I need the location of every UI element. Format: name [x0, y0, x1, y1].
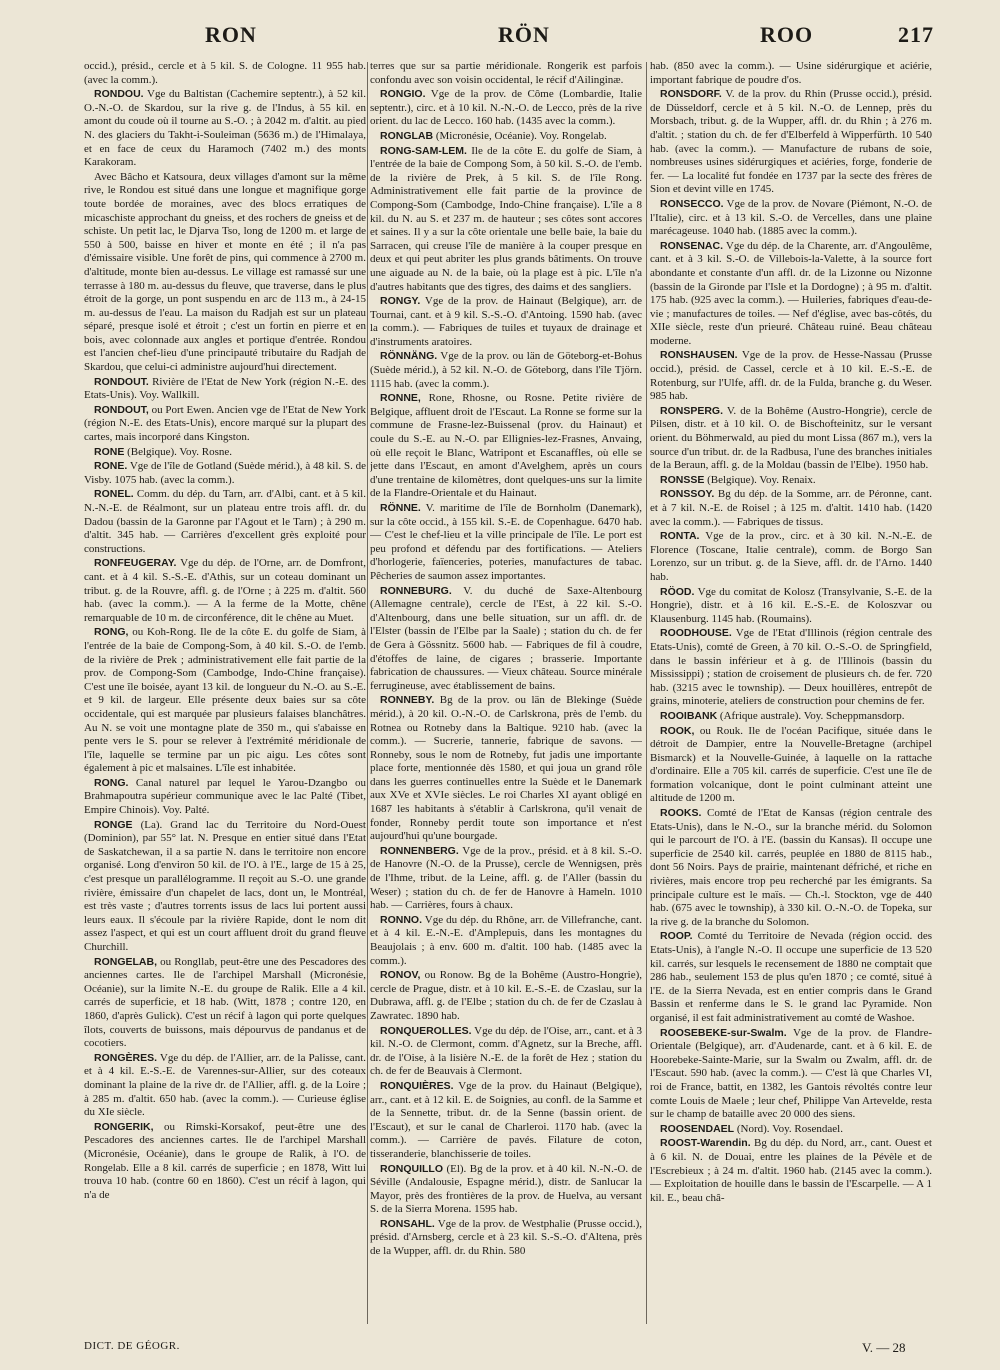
dictionary-entry — [650, 60, 932, 87]
entry-headword: RONNENBERG. — [380, 844, 459, 857]
entry-text: Bg de la prov. ou län de Blekinge (Suède mérid.), à 20 kil. O.-N.-O. de Carlskrona, près de l'emb. du Rotnea ou Rotneby dans la Baltique. 9210 hab. (avec la comm.). — Sucrerie, tannerie, fabrique de savons. — Ronneby, sous le nom de Rotneby, fut jadis une importante place forte, mentionnée dès 1580, et qui joua un grand rôle dans les guerres continuelles entre la Suède et le Danemark aux XVe et XVIe siècles. Le roi Charles XI ayant obligé en 1687 les habitants à s'établir à Carlskrona, qu'il venait de fonder, Ronneby perdit toute son importance et n'est aujourd'hui qu'une bourgade. — [370, 694, 642, 843]
entry-text: (Nord). Voy. Rosendael. — [734, 1122, 843, 1135]
entry-text: Vge de l'île de Gotland (Suède mérid.), à 48 kil. S. de Visby. 1075 hab. (avec la comm.). — [84, 460, 366, 486]
dictionary-entry — [370, 969, 642, 1023]
entry-headword: RONSAHL. — [380, 1217, 435, 1230]
entry-headword: ROOK, — [660, 724, 695, 737]
dictionary-entry — [650, 807, 932, 929]
entry-text: Bg du dép. de la Somme, arr. de Péronne, cant. et à 7 kil. N.-E. de Roisel ; à 125 m. d'altit. 1410 hab. (1420 avec la comm.). — Fabriques de tissus. — [650, 488, 932, 528]
running-header — [0, 22, 1000, 58]
entry-text: ou Ronow. Bg de la Bohême (Austro-Hongrie), cercle de Prague, distr. et à 10 kil. E.-S.-E. de Czaslau, sur la Dubrawa, affl. g. de l'Elbe ; station du ch. de fer de Czaslau à Zawratec. 1890 hab. — [370, 969, 642, 1022]
entry-headword: RONG, — [94, 626, 129, 639]
entry-text: V. de la prov. du Rhin (Prusse occid.), présid. de Düsseldorf, cercle et à 5 kil. N.-O. de Lennep, près du Morsbach, tribut. g. de la Wupper, affl. dr. du Rhin ; à 276 m. d'altit. ; station du ch. de fer d'Elberfeld à Wipperfürth. 10 540 hab. (avec la comm.). — Manufacture de rubans de soie, nombreuses usines sidérurgiques et aciéries, forge, fonderie de fer. — La localité fut fondée en 1737 par la secte des frères de Sion et devint ville en 1745. — [650, 88, 932, 196]
column-divider — [367, 62, 368, 1324]
entry-headword: ROOKS. — [660, 807, 702, 820]
entry-text: occid.), présid., cercle et à 5 kil. S. de Cologne. 11 955 hab. (avec la comm.). — [84, 60, 366, 86]
dictionary-entry — [650, 627, 932, 709]
entry-headword: RONDOUT, — [94, 403, 149, 416]
entry-text: Vge de la prov. de Côme (Lombardie, Italie septentr.), circ. et à 10 kil. N.-N.-O. de Lecco, près de la rive orient. du lac de Lecco. 160 hab. (1435 avec la comm.). — [370, 88, 642, 128]
entry-headword: ROOST-Warendin. — [660, 1137, 751, 1150]
entry-headword: RONOV, — [380, 969, 421, 982]
text-column-2 — [370, 60, 642, 1328]
entry-headword: RONGE — [94, 818, 133, 831]
entry-text: (Afrique australe). Voy. Scheppmansdorp. — [717, 709, 905, 722]
dictionary-entry — [650, 405, 932, 473]
entry-headword: RONSPERG. — [660, 404, 724, 417]
entry-text: (El). Bg de la prov. et à 40 kil. N.-N.-O. de Séville (Andalousie, Espagne mérid.), distr. de Sanlucar la Mayor, près des frontières de la prov. de Huelva, au versant S. de la Sierra Morena. 1595 hab. — [370, 1162, 642, 1216]
header-left-guideword: RON — [205, 22, 257, 47]
entry-headword: RONNEBURG. — [380, 584, 452, 597]
dictionary-entry — [650, 198, 932, 239]
entry-headword: RONSSE — [660, 473, 705, 486]
dictionary-entry — [370, 1163, 642, 1217]
entry-text: Vge de la prov., présid. et à 8 kil. S.-O. de Hanovre (N.-O. de la Prusse), cercle de Wennigsen, près de l'Ihme, tribut. de la Leine, affl. g. de l'Aller (bassin du Weser) ; station du ch. de fer de Hanovre à Hameln. 1010 hab. — Carrières, fours à chaux. — [370, 844, 642, 912]
entry-headword: RONQUILLO — [380, 1162, 443, 1175]
entry-headword: RONDOU. — [94, 88, 144, 101]
text-column-1 — [84, 60, 366, 1328]
entry-headword: RONNEBY. — [380, 694, 435, 707]
dictionary-entry — [84, 626, 366, 776]
entry-text: Canal naturel par lequel le Yarou-Dzangbo ou Brahmapoutra supérieur communique avec le lac Palté (Tibet, Empire Chinois). Voy. Palté. — [84, 776, 366, 817]
entry-headword: RONNO. — [380, 913, 422, 926]
entry-text: Avec Bâcho et Katsoura, deux villages d'amont sur la même rive, le Rondou est situé dans une longue et magnifique gorge toute bordée de moraines, avec des blocs erratiques de micaschiste approchant du gneiss, et des rochers de gneiss et de schiste. Un petit lac, le Djarva Tso, long de 1200 m. et large de 550 à 500, baisse en hiver et monte en été ; il n'a pas d'émissaire visible. Une forêt de pins, qui commence à 2700 m. d'altitude, monte bien au-dessus. Le village est ramassé sur une terrasse à 180 m. au-dessus du fleuve, que traverse, dans le plus étroit de la gorge, un pont suspendu en arc de 113 m., à 24-15 m. au-dessus de l'eau. La maison du Radjah est sur un plateau séparé, presque isolé et étroit ; c'est un fortin en pierre et en bois, avec colonnade aux angles et portique d'entrée. Rondou est l'ancien chef-lieu d'une principauté tributaire du Radjah de Skardou, que celui-ci administre aujourd'hui directement. — [84, 170, 366, 374]
entry-text: V. du duché de Saxe-Altenbourg (Allemagne centrale), cercle de l'Est, à 22 kil. S.-O. d'Altenbourg, dans une belle situation, sur un affl. dr. de l'Elster (bassin de l'Elbe par la Saale) ; station du ch. de fer de Gera à Gössnitz. 5600 hab. — Fabriques de fil à coudre, d'étoffes de laine, de cigares ; brasserie. Importante fabrication de chaussures. — Vieux château. Source minérale ferrugineuse, avec établissement de bains. — [370, 584, 642, 692]
footer-left: DICT. DE GÉOGR. — [84, 1340, 180, 1352]
entry-headword: RONSDORF. — [660, 88, 722, 101]
entry-headword: RÖNNÄNG. — [380, 350, 438, 363]
entry-headword: RONGERIK, — [94, 1120, 154, 1133]
entry-headword: RONG-SAM-LEM. — [380, 144, 467, 157]
dictionary-entry — [650, 1137, 932, 1205]
footer-signature: V. — 28 — [862, 1340, 906, 1355]
entry-headword: RONNE, — [380, 392, 421, 405]
entry-text: ou Rimski-Korsakof, peut-être une des Pescadores des anciennes cartes. Ile de l'archipel Marshall (Micronésie, Océanie), dans le groupe de Ralik, à l'O. de Rongelab. Elle a 8 kil. carrés de superficie ; en 1878, Witt lui trouva 10 hab. (contre 60 en 1860). C'est un récif à lagon, qui n'a de — [84, 1120, 366, 1201]
entry-headword: RONSHAUSEN. — [660, 349, 738, 362]
entry-headword: RÖNNE. — [380, 502, 421, 514]
dictionary-entry — [650, 1123, 932, 1137]
dictionary-entry — [370, 145, 642, 295]
entry-text: Comm. du dép. du Tarn, arr. d'Albi, cant. et à 5 kil. N.-N.-E. de Réalmont, sur un plateau entre trois affl. dr. du Dadou (bassin de la Garonne par l'Agout et le Tarn) ; à 290 m. d'altit. 345 hab. — Carrières d'excellent grès exploité pour constructions. — [84, 488, 366, 555]
entry-text: Rone, Rhosne, ou Rosne. Petite rivière de Belgique, affluent droit de l'Escaut. La Ronne se forme sur la commune de Frasne-lez-Buissenal (prov. du Hainaut) et coule du S.-E. au N.-O. par Ellignies-lez-Frasnes, Anvaing, où elle reçoit le Blanc, Watripont et Escanaffles, où elle se jette dans l'Escaut, en amont d'Avelghem, après un cours d'une trentaine de kilomètres, dont quelques-uns sur la limite de la Flandre-Orientale et du Hainaut. — [370, 392, 642, 500]
dictionary-entry — [84, 557, 366, 625]
dictionary-entry — [650, 488, 932, 529]
dictionary-entry — [84, 1121, 366, 1203]
entry-text: Comté de l'Etat de Kansas (région centrale des Etats-Unis), dans le N.-O., sur la branche mérid. du Solomon qui le parcourt de l'O. à l'E. (bassin du Kansas). Il occupe une superficie de 2540 kil. carrés, peuplée en 1880 de 8115 hab., dont 56 Noirs. Pays de prairie, maintenant défriché, et riche en rivières, mais encore trop peu recherché par les émigrants. Sa principale culture est le maïs. — Ch.-l. Stockton, vge de 440 hab. (675 avec le township), à 330 kil. O.-N.-O. de Topeka, sur la rive g. de la branche du Solomon. — [650, 807, 932, 928]
entry-text: Vge du comitat de Kolosz (Transylvanie, S.-E. de la Hongrie), distr. et à 16 kil. E.-S.-E. de Koloszvar ou Klausenburg. 1145 hab. (Roumains). — [650, 585, 932, 625]
column-divider — [646, 62, 647, 1324]
dictionary-entry — [650, 586, 932, 627]
dictionary-entry — [650, 474, 932, 488]
entry-text: Vge du Baltistan (Cachemire septentr.), à 52 kil. O.-N.-O. de Skardou, sur la rive g. de l'Indus, à 55 kil. en amont du coude où il tourne au S.-O. ; à 2042 m. d'altit. au pied N. des glaciers du Takht-i-Souleiman (5636 m.) de l'Himalaya, et en face de ceux du Haramoch (7402 m.) des monts Karakoram. — [84, 88, 366, 169]
entry-headword: ROOP. — [660, 930, 693, 943]
entry-text: Vge de la prov. de Westphalie (Prusse occid.), présid. d'Arnsberg, cercle et à 23 kil. S.-S.-O. d'Altena, près de la Wupper, affl. dr. du Rhin. 580 — [370, 1217, 642, 1258]
entry-text: Vge de la prov., circ. et à 30 kil. N.-N.-E. de Florence (Toscane, Italie centrale), comm. de Borgo San Lorenzo, sur un tribut. g. de la Sieve, affl. dr. de l'Arno. 1440 hab. — [650, 530, 932, 583]
entry-headword: RONDOUT. — [94, 375, 149, 388]
dictionary-entry — [84, 460, 366, 487]
entry-headword: RONG. — [94, 776, 129, 789]
entry-text: Rivière de l'Etat de New York (région N.-E. des Etats-Unis). Voy. Wallkill. — [84, 375, 366, 402]
entry-text: Vge de la prov. de Hesse-Nassau (Prusse occid.), présid. de Cassel, cercle et à 10 kil. E.-S.-E. de Rotenburg, sur l'Ulfe, affl. dr. de la Fulda, branche g. du Weser. 985 hab. — [650, 349, 932, 403]
entry-headword: RONQUIÈRES. — [380, 1079, 454, 1092]
entry-headword: ROOIBANK — [660, 709, 718, 722]
dictionary-entry — [370, 295, 642, 349]
entry-text: V. maritime de l'île de Bornholm (Danemark), sur la côte occid., à 155 kil. S.-E. de Copenhague. 6470 hab. — C'est le chef-lieu et la ville principale de l'île. Le port est peu profond et défendu par des fortifications. — Ateliers d'horlogerie, faïenceries, poteries, manufactures de tabac. Pêcheries de saumon assez importantes. — [370, 502, 642, 582]
dictionary-entry — [650, 88, 932, 197]
dictionary-entry — [650, 725, 932, 807]
entry-text: Vge du dép. de la Charente, arr. d'Angoulême, cant. et à 3 kil. S.-O. de Villebois-la-Valette, à la source fort abondante et constante d'un affl. dr. de la Lizonne ou Nizonne (bassin de la Gironde par l'Isle et la Dordogne) ; à 95 m. d'altit. 175 hab. (925 avec la comm.). — Huileries, fabriques d'eau-de-vie ; manufactures de toiles. — Nef d'église, avec bas-côtés, du XIIe siècle, reste d'un prieuré. Château ruiné. Beau château moderne. — [650, 239, 932, 347]
entry-headword: RONSECCO. — [660, 197, 724, 210]
entry-headword: RONGLAB — [380, 129, 434, 142]
header-right-guideword: ROO — [760, 22, 814, 47]
entry-text: (Belgique). Voy. Rosne. — [124, 445, 232, 458]
dictionary-entry — [370, 88, 642, 129]
dictionary-entry — [650, 930, 932, 1025]
entry-headword: RONGY. — [380, 295, 421, 308]
dictionary-entry — [370, 60, 642, 87]
entry-text: Vge de la prov. de Novare (Piémont, N.-O. de l'Italie), circ. et à 13 kil. S.-O. de Vercelles, dans une plaine marécageuse. 1040 hab. (1885 avec la comm.). — [650, 197, 932, 238]
entry-text: ou Rongllab, peut-être une des Pescadores des anciennes cartes. Ile de l'archipel Marshall (Micronésie, Océanie), sur la limite N.-E. du groupe de Ralik. Elle a 4 kil. carrés de superficie, et 18 hab. (Witt, 1878 ; contre 120, en 1860, d'après Gulick). C'est un récif à lagon qui porte quelques îlots, couverts de buissons, mais dépourvus de pandanus et de cocotiers. — [84, 955, 366, 1050]
entry-headword: RONQUEROLLES. — [380, 1024, 472, 1037]
entry-text: Vge du dép. de l'Oise, arr., cant. et à 3 kil. N.-O. de Clermont, comm. d'Agnetz, sur la Breche, affl. dr. de l'Oise, à la lisière N.-E. de la forêt de Hez ; station du ch. de fer de Beauvais à Clermont. — [370, 1024, 642, 1078]
entry-text: Vge du dép. du Rhône, arr. de Villefranche, cant. et à 4 kil. E.-N.-E. d'Amplepuis, dans les montagnes du Beaujolais ; à env. 600 m. d'altit. 100 hab. (1485 avec la comm.). — [370, 913, 642, 967]
entry-text: (Micronésie, Océanie). Voy. Rongelab. — [433, 129, 607, 142]
dictionary-entry — [370, 130, 642, 144]
entry-text: hab. (850 avec la comm.). — Usine sidérurgique et aciérie, important fabrique de poudre d'os. — [650, 60, 932, 86]
dictionary-entry — [370, 914, 642, 968]
page-number: 217 — [898, 22, 934, 47]
entry-text: Vge du dép. de l'Orne, arr. de Domfront, cant. et à 4 kil. S.-S.-E. d'Athis, sur un coteau dominant un tribut. g. de la Rouvre, affl. g. de l'Orne ; à 225 m. d'altit. 560 hab. (avec la comm.). — A la ferme de la Motte, chêne remarquable de 10 m. de circonférence, dit le chêne au Muet. — [84, 557, 366, 624]
entry-text: (Belgique). Voy. Renaix. — [704, 473, 816, 486]
header-middle-guideword: RÖN — [498, 22, 550, 47]
dictionary-entry — [84, 404, 366, 445]
dictionary-entry — [84, 488, 366, 556]
entry-headword: ROOSEBEKE-sur-Swalm. — [660, 1026, 787, 1039]
entry-headword: RONTA. — [660, 530, 700, 543]
entry-headword: ROOSENDAEL — [660, 1122, 735, 1135]
dictionary-entry — [370, 392, 642, 501]
entry-headword: ROODHOUSE. — [660, 627, 732, 640]
dictionary-entry — [84, 446, 366, 460]
entry-text: Comté du Territoire de Nevada (région occid. des Etats-Unis), à l'angle N.-O. Il occupe une superficie de 13 520 kil. carrés, sur lesquels le recensement de 1880 ne comptait que 286 hab., seulement 153 de plus qu'en 1870 ; ce comté, situé à l'E. de la Sierra Nevada, est en entier compris dans le Grand Bassin et renferme dans le S. le grand lac Pyramide. Non organisé, il est fait administrativement au comté de Washoe. — [650, 930, 932, 1024]
entry-text: Vge de l'Etat d'Illinois (région centrale des Etats-Unis), comté de Green, à 70 kil. O.-S.-O. de Springfield, dans le bassin inférieur et à g. de l'Illinois (bassin du Mississippi) ; station de croisement de plusieurs ch. de fer. 720 hab. (3215 avec le township). — Deux houillères, entrepôt de grains, minoterie, ateliers de construction pour chemins de fer. — [650, 627, 932, 708]
entry-text: ou Koh-Rong. Ile de la côte E. du golfe de Siam, à l'entrée de la baie de Compong-Som, à 40 kil. S.-O. de l'emb. de la rivière de Prek ; administrativement elle fait partie de la prov. de Compong-Som (Cambodge, Indo-Chine française). C'est une île boisée, ayant 13 kil. de longueur du N.-O. au S.-E. et 9 kil. de largeur. Elle présente deux baies sur sa côte occidentale, qui est marquée par plusieurs falaises blanchâtres. Au N. se voit une montagne plate de 350 m., qui s'abaisse en pente vers le S. pour se relever à l'extrémité méridionale de l'île, laquelle se termine par un pic aigu. Les côtes sont également à pic et malsaines. L'île est inhabitée. — [84, 626, 366, 775]
entry-text: Vge du dép. de l'Allier, arr. de la Palisse, cant. et à 4 kil. E.-S.-E. de Varennes-sur-Allier, sur des coteaux dominant la plaine de la rive dr. de l'Allier, affl. g. de la Loire ; à 285 m. d'altit. 650 hab. (avec la comm.). — Curieuse église du XIe siècle. — [84, 1051, 366, 1119]
dictionary-entry — [370, 350, 642, 391]
dictionary-entry — [650, 530, 932, 584]
dictionary-entry — [84, 777, 366, 818]
entry-text: Vge de la prov. ou län de Göteborg-et-Bohus (Suède mérid.), à 52 kil. N.-O. de Göteborg, dans l'île Tjörn. 1115 hab. (avec la comm.). — [370, 350, 642, 390]
entry-text: V. de la Bohême (Austro-Hongrie), cercle de Pilsen, distr. et à 10 kil. O. de Bischofteinitz, sur le versant orient. du Böhmerwald, au pied du mont Lissa (867 m.), vers la source d'un tribut. dr. de la Radbusa, l'une des branches initiales de la Beraun, affl. g. de la Moldau (bassin de l'Elbe). 1950 hab. — [650, 404, 932, 472]
entry-text: Ile de la côte E. du golfe de Siam, à l'entrée de la baie de Compong Som, à 50 kil. S.-O. de l'emb. de la rivière de Prek, à 5 kil. S. de l'île Rong. Administrativement elle fait partie de la province de Compong-Som (Cambodge, Indo-Chine française). L'île a 8 kil. du N. au S. et 237 m. de hauteur ; ses côtes sont accores et saines. Il y a sur la côte orientale une belle baie, la baie du Sarracen, qui creuse l'île de manière à la couper presque en deux et qui peut abriter les plus grands bâtiments. On trouve une aiguade au N. de la baie, où la plage est à pic. L'île n'a d'autres habitants que des tigres, des daims et des sangliers. — [370, 144, 642, 293]
dictionary-entry — [84, 60, 366, 87]
entry-headword: RONSENAC. — [660, 239, 724, 252]
entry-text: Vge de la prov. de Hainaut (Belgique), arr. de Tournai, cant. et à 9 kil. S.-S.-O. d'Antoing. 1590 hab. (avec la comm.). — Fabriques de tuiles et tuyaux de drainage et d'instruments aratoires. — [370, 295, 642, 348]
dictionary-entry — [370, 1025, 642, 1079]
entry-text: Vge de la prov. de Flandre-Orientale (Belgique), arr. d'Audenarde, cant. et à 6 kil. E. de Hoorebeke-Sainte-Marie, sur la Swalm ou Zwalm, affl. dr. de l'Escaut. 590 hab. (avec la comm.). — C'est là que Charles VI, roi de France, battit, en 1382, les Gantois révoltés contre leur comte Louis de Maele ; leur chef, Philippe Van Artevelde, resta sur le champ de bataille avec 20 000 des siens. — [650, 1026, 932, 1121]
entry-headword: RONGIO. — [380, 88, 426, 101]
text-column-3 — [650, 60, 932, 1328]
entry-text: (La). Grand lac du Territoire du Nord-Ouest (Dominion), par 55° lat. N. Presque en entier situé dans l'Etat de Saskatchewan, il a sa partie N. dans le territoire non encore organisé. Long d'environ 50 kil. de l'O. à l'E., large de 15 à 25, c'est presque un parallélogramme. Il reçoit au S.-O. une grande rivière, émissaire d'un chapelet de lacs, dont un, le Montréal, est très vaste ; d'autres torrents issus de lacs lui portent aussi leurs eaux. Il s'écoule par la rivière Rapide, dont le nom dit assez l'aspect, et qui est un court affluent droit du grand fleuve Churchill. — [84, 818, 366, 953]
entry-headword: RONGÈRES. — [94, 1051, 158, 1064]
dictionary-entry — [84, 956, 366, 1051]
dictionary-entry — [370, 1080, 642, 1162]
entry-headword: RONSSOY. — [660, 488, 715, 501]
entry-text: ou Port Ewen. Ancien vge de l'Etat de New York (région N.-E. des Etats-Unis), encore marqué sur la plupart des cartes, mais incorporé dans Kingston. — [84, 403, 366, 444]
dictionary-entry — [370, 585, 642, 694]
entry-text: terres que sur sa partie méridionale. Rongerik est parfois confondu avec son voisin occidental, le récif d'Ailinginæ. — [370, 60, 642, 86]
entry-text: Bg du dép. du Nord, arr., cant. Ouest et à 6 kil. N. de Douai, entre les plaines de la Pévèle et de l'Escrebieux ; à 24 m. d'altit. 1960 hab. (2145 avec la comm.). — Exploitation de houille dans le bassin de l'Escarpelle. — A 1 kil. E., beau châ- — [650, 1137, 932, 1204]
entry-text: Vge de la prov. du Hainaut (Belgique), arr., cant. et à 12 kil. E. de Soignies, au confl. de la Samme et de la Sennette, tribut. dr. de la Senne (bassin orient. de l'Escaut), et sur le canal de Charleroi. 1170 hab. (avec la comm.). — Carrière de pavés. Filature de coton, tisseranderie, blanchisserie de toiles. — [370, 1079, 642, 1160]
dictionary-entry — [370, 502, 642, 584]
dictionary-entry — [650, 349, 932, 403]
entry-headword: RONE — [94, 445, 125, 458]
entry-headword: RONFEUGERAY. — [94, 557, 177, 570]
dictionary-entry — [370, 1218, 642, 1259]
entry-headword: RONGELAB, — [94, 955, 157, 968]
entry-headword: RONEL. — [94, 488, 134, 501]
dictionary-entry — [84, 88, 366, 170]
dictionary-entry — [84, 171, 366, 375]
dictionary-entry — [650, 710, 932, 724]
entry-headword: RONE. — [94, 460, 128, 473]
entry-headword: RÖOD. — [660, 585, 695, 598]
dictionary-entry — [84, 376, 366, 403]
dictionary-entry — [84, 819, 366, 955]
dictionary-entry — [370, 845, 642, 913]
dictionary-entry — [84, 1052, 366, 1120]
dictionary-entry — [650, 240, 932, 349]
dictionary-entry — [370, 694, 642, 844]
entry-text: ou Rouk. Ile de l'océan Pacifique, située dans le détroit de Dampier, entre la Nouvelle-Bretagne (archipel Bismarck) et la Nouvelle-Guinée, à laquelle on la rattache d'ordinaire. Elle a 705 kil. carrés de superficie. C'est une île de formation volcanique, dont le point culminant atteint une altitude de 1200 m. — [650, 724, 932, 805]
dictionary-entry — [650, 1027, 932, 1122]
